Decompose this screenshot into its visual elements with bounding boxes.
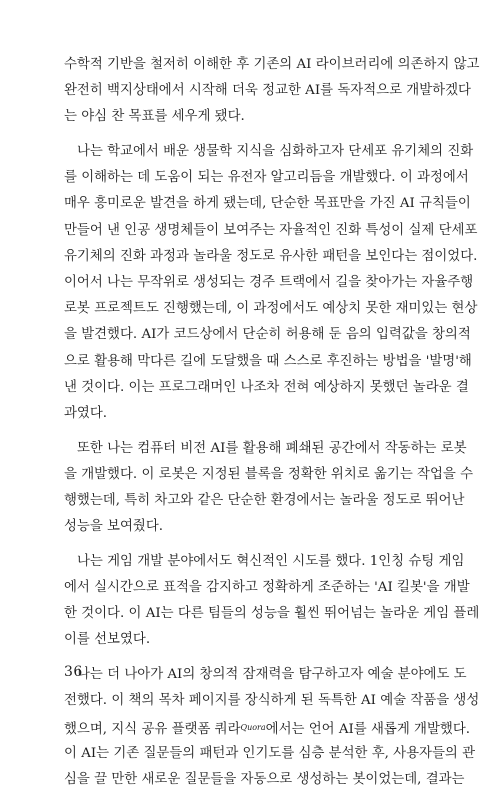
text-line: 과였다. <box>64 405 108 421</box>
paragraph-1 <box>64 52 480 131</box>
text-line: 이를 선보였다. <box>64 632 151 648</box>
text-line: 에서 실시간으로 표적을 감지하고 정확하게 조준하는 'AI 킬봇'을 개발 <box>64 580 470 596</box>
text-segment: 에서는 언어 AI를 새롭게 개발했다. <box>265 721 471 737</box>
text-line: 으로 활용해 막다른 길에 도달했을 때 스스로 후진하는 방법을 '발명'해 <box>64 353 472 369</box>
text-line: 심을 끌 만한 새로운 질문들을 자동으로 생성하는 봇이었는데, 결과는 <box>64 771 465 787</box>
body-text <box>64 52 480 793</box>
text-line: 유기체의 진화 과정과 놀라울 정도로 유사한 패턴을 보인다는 점이었다. <box>64 248 478 264</box>
text-line: 낸 것이다. 이는 프로그래머인 나조차 전혀 예상하지 못했던 놀라운 결 <box>64 379 469 395</box>
text-line: 를 이해하는 데 도움이 되는 유전자 알고리듬을 개발했다. 이 과정에서 <box>64 170 469 186</box>
paragraph-3 <box>64 436 474 541</box>
text-line: 한 것이다. 이 AI는 다른 팀들의 성능을 훨씬 뛰어넘는 놀라운 게임 플레 <box>64 606 480 622</box>
text-line: 또한 나는 컴퓨터 비전 AI를 활용해 폐쇄된 공간에서 작동하는 로봇 <box>77 440 467 456</box>
paragraph-4 <box>64 549 480 654</box>
text-line: 로봇 프로젝트도 진행했는데, 이 과정에서도 예상치 못한 재미있는 현상 <box>64 301 478 317</box>
text-line: 을 발견했다. AI가 코드상에서 단순히 허용해 둔 음의 입력값을 창의적 <box>64 327 471 343</box>
text-line: 행했는데, 특히 차고와 같은 단순한 환경에서는 놀라울 정도로 뛰어난 <box>64 493 465 508</box>
text-line: 을 개발했다. 이 로봇은 지정된 블록을 정확한 위치로 옮기는 작업을 수 <box>64 466 474 482</box>
page-number: 36 <box>64 664 83 680</box>
text-segment: 했으며, 지식 공유 플랫폼 쿼라 <box>64 721 241 737</box>
text-line: 전했다. 이 책의 목차 페이지를 장식하게 된 독특한 AI 예술 작품을 생성 <box>64 693 480 709</box>
paragraph-2 <box>64 139 478 427</box>
text-line: 이 AI는 기존 질문들의 패턴과 인기도를 심층 분석한 후, 사용자들의 관 <box>64 745 476 761</box>
foreign-term-annotation: Quora <box>240 722 266 732</box>
text-line: 완전히 백지상태에서 시작해 더욱 정교한 AI를 독자적으로 개발하겠다 <box>64 83 471 99</box>
text-line: 는 야심 찬 목표를 세우게 됐다. <box>64 109 245 125</box>
text-line: 매우 흥미로운 발견을 하게 됐는데, 단순한 목표만을 가진 AI 규칙들이 <box>64 196 471 212</box>
text-line: 만들어 낸 인공 생명체들이 보여주는 자율적인 진화 특성이 실제 단세포 <box>64 222 478 238</box>
text-line: 나는 더 나아가 AI의 창의적 잠재력을 탐구하고자 예술 분야에도 도 <box>77 667 467 683</box>
paragraph-5 <box>64 662 480 793</box>
text-line: 나는 게임 개발 분야에서도 혁신적인 시도를 했다. 1인칭 슈팅 게임 <box>77 553 465 569</box>
text-line: 이어서 나는 무작위로 생성되는 경주 트랙에서 길을 찾아가는 자율주행 <box>64 275 474 290</box>
text-line: 나는 학교에서 배운 생물학 지식을 심화하고자 단세포 유기체의 진화 <box>77 144 474 160</box>
text-line: 성능을 보여줬다. <box>64 519 164 535</box>
text-line: 수학적 기반을 철저히 이해한 후 기존의 AI 라이브러리에 의존하지 않고 <box>64 57 480 72</box>
